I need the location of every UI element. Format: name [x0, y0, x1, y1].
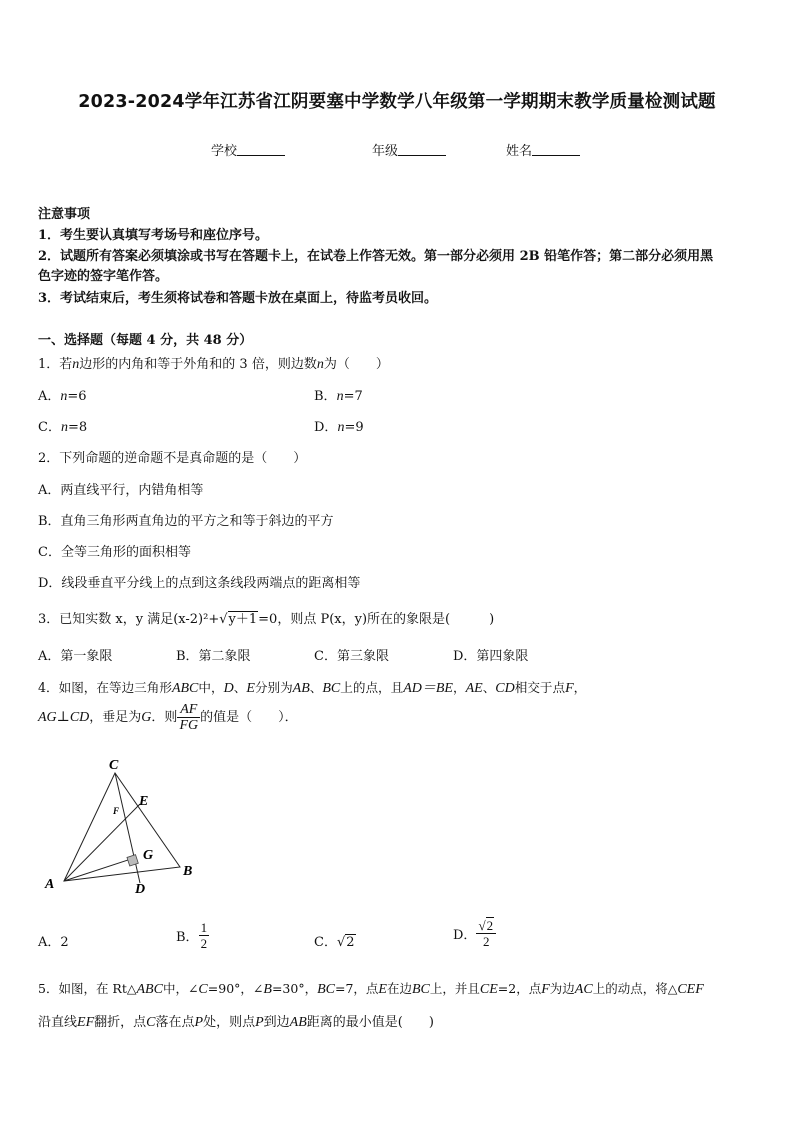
q2-option-d[interactable]: D．线段垂直平分线上的点到这条线段两端点的距离相等 — [38, 576, 361, 591]
q3-option-d[interactable]: D．第四象限 — [453, 649, 529, 664]
grade-field — [372, 140, 446, 159]
radicand: y＋1 — [228, 612, 258, 627]
q2-option-a[interactable]: A．两直线平行，内错角相等 — [38, 483, 204, 498]
label-f: F — [113, 806, 120, 816]
note-item: 色字迹的签字笔作答。 — [38, 269, 169, 284]
label-e: E — [139, 794, 149, 809]
fraction-sqrt2-over-2: $\frac{√2}{2}$ — [476, 918, 496, 949]
question-4-stem-line1: 4．如图，在等边三角形ABC中，D、E分别为AB、BC上的点，且AD＝BE，AE、CD相交于点F， — [38, 680, 587, 696]
question-1-stem: 1．若n边形的内角和等于外角和的 3 倍，则边数n为（ ） — [38, 357, 389, 372]
note-item: 2．试题所有答案必须填涂或书写在答题卡上，在试卷上作答无效。第一部分必须用 2B 铅笔作答；第二部分必须用黑 — [38, 249, 714, 264]
segment-cd — [115, 773, 140, 883]
sqrt-sign: √ — [219, 612, 228, 627]
note-item: 3．考试结束后，考生须将试卷和答题卡放在桌面上，待监考员收回。 — [38, 291, 438, 306]
q2-option-b[interactable]: B．直角三角形两直角边的平方之和等于斜边的平方 — [38, 514, 334, 529]
question-5-stem-line1: 5．如图，在 Rt△ABC中，∠C=90°，∠B=30°，BC=7，点E在边BC上，并且CE=2，点F为边AC上的动点，将△CEF — [38, 981, 704, 997]
sqrt-sign: √ — [478, 918, 486, 933]
q1-option-c[interactable]: C．n=8 — [38, 420, 88, 435]
page-title: 2023-2024学年江苏省江阴要塞中学数学八年级第一学期期末教学质量检测试题 — [78, 92, 716, 112]
note-item: 1．考生要认真填写考场号和座位序号。 — [38, 228, 269, 243]
label-d: D — [135, 882, 146, 897]
name-blank[interactable] — [532, 143, 580, 156]
school-label: 学校 — [211, 144, 238, 159]
q4-option-a[interactable]: A．2 — [38, 935, 69, 950]
q2-option-c[interactable]: C．全等三角形的面积相等 — [38, 545, 191, 560]
school-blank[interactable] — [237, 143, 285, 156]
label-g: G — [143, 848, 154, 863]
notes-heading: 注意事项 — [38, 207, 91, 222]
q4-option-b[interactable]: B． $\frac{1}{2}$ — [176, 920, 208, 951]
grade-label: 年级 — [372, 144, 399, 159]
segment-ae — [64, 804, 140, 881]
fraction-one-half: $\frac{1}{2}$ — [200, 920, 208, 951]
name-label: 姓名 — [506, 144, 533, 159]
school-field — [211, 140, 285, 159]
q4-option-c[interactable]: C．√2 — [314, 935, 355, 950]
grade-blank[interactable] — [398, 143, 446, 156]
segment-ag — [64, 858, 134, 881]
q4-option-d[interactable]: D． $\frac{√2}{2}$ — [453, 918, 496, 949]
question-2-stem: 2．下列命题的逆命题不是真命题的是（ ） — [38, 451, 307, 466]
label-b: B — [183, 864, 193, 879]
sqrt-sign: √ — [336, 935, 346, 950]
question-3-stem: 3．已知实数 x，y 满足(x-2)²+√y＋1=0，则点 P(x，y)所在的象限是( ) — [38, 612, 495, 627]
q1-option-d[interactable]: D．n=9 — [314, 420, 364, 435]
section-title: 一、选择题（每题 4 分，共 48 分） — [38, 333, 253, 348]
fraction-af-fg: $\frac{AF}{FG}$ — [179, 702, 199, 733]
triangle-abc — [64, 773, 180, 881]
q3-option-c[interactable]: C．第三象限 — [314, 649, 389, 664]
right-angle-mark — [127, 855, 138, 866]
name-field — [506, 140, 580, 159]
q1-option-b[interactable]: B．n=7 — [314, 389, 363, 404]
label-c: C — [109, 758, 119, 773]
question-5-stem-line2: 沿直线EF翻折，点C落在点P处，则点P到边AB距离的最小值是( ) — [38, 1015, 434, 1030]
q3-option-a[interactable]: A．第一象限 — [38, 649, 113, 664]
label-a: A — [45, 877, 55, 892]
q1-option-a[interactable]: A．n=6 — [38, 389, 87, 404]
triangle-figure — [36, 752, 206, 898]
question-4-stem-line2: AG⊥CD，垂足为G．则 $\frac{AF}{FG}$ 的值是（ ）． — [38, 702, 298, 733]
q3-option-b[interactable]: B．第二象限 — [176, 649, 251, 664]
